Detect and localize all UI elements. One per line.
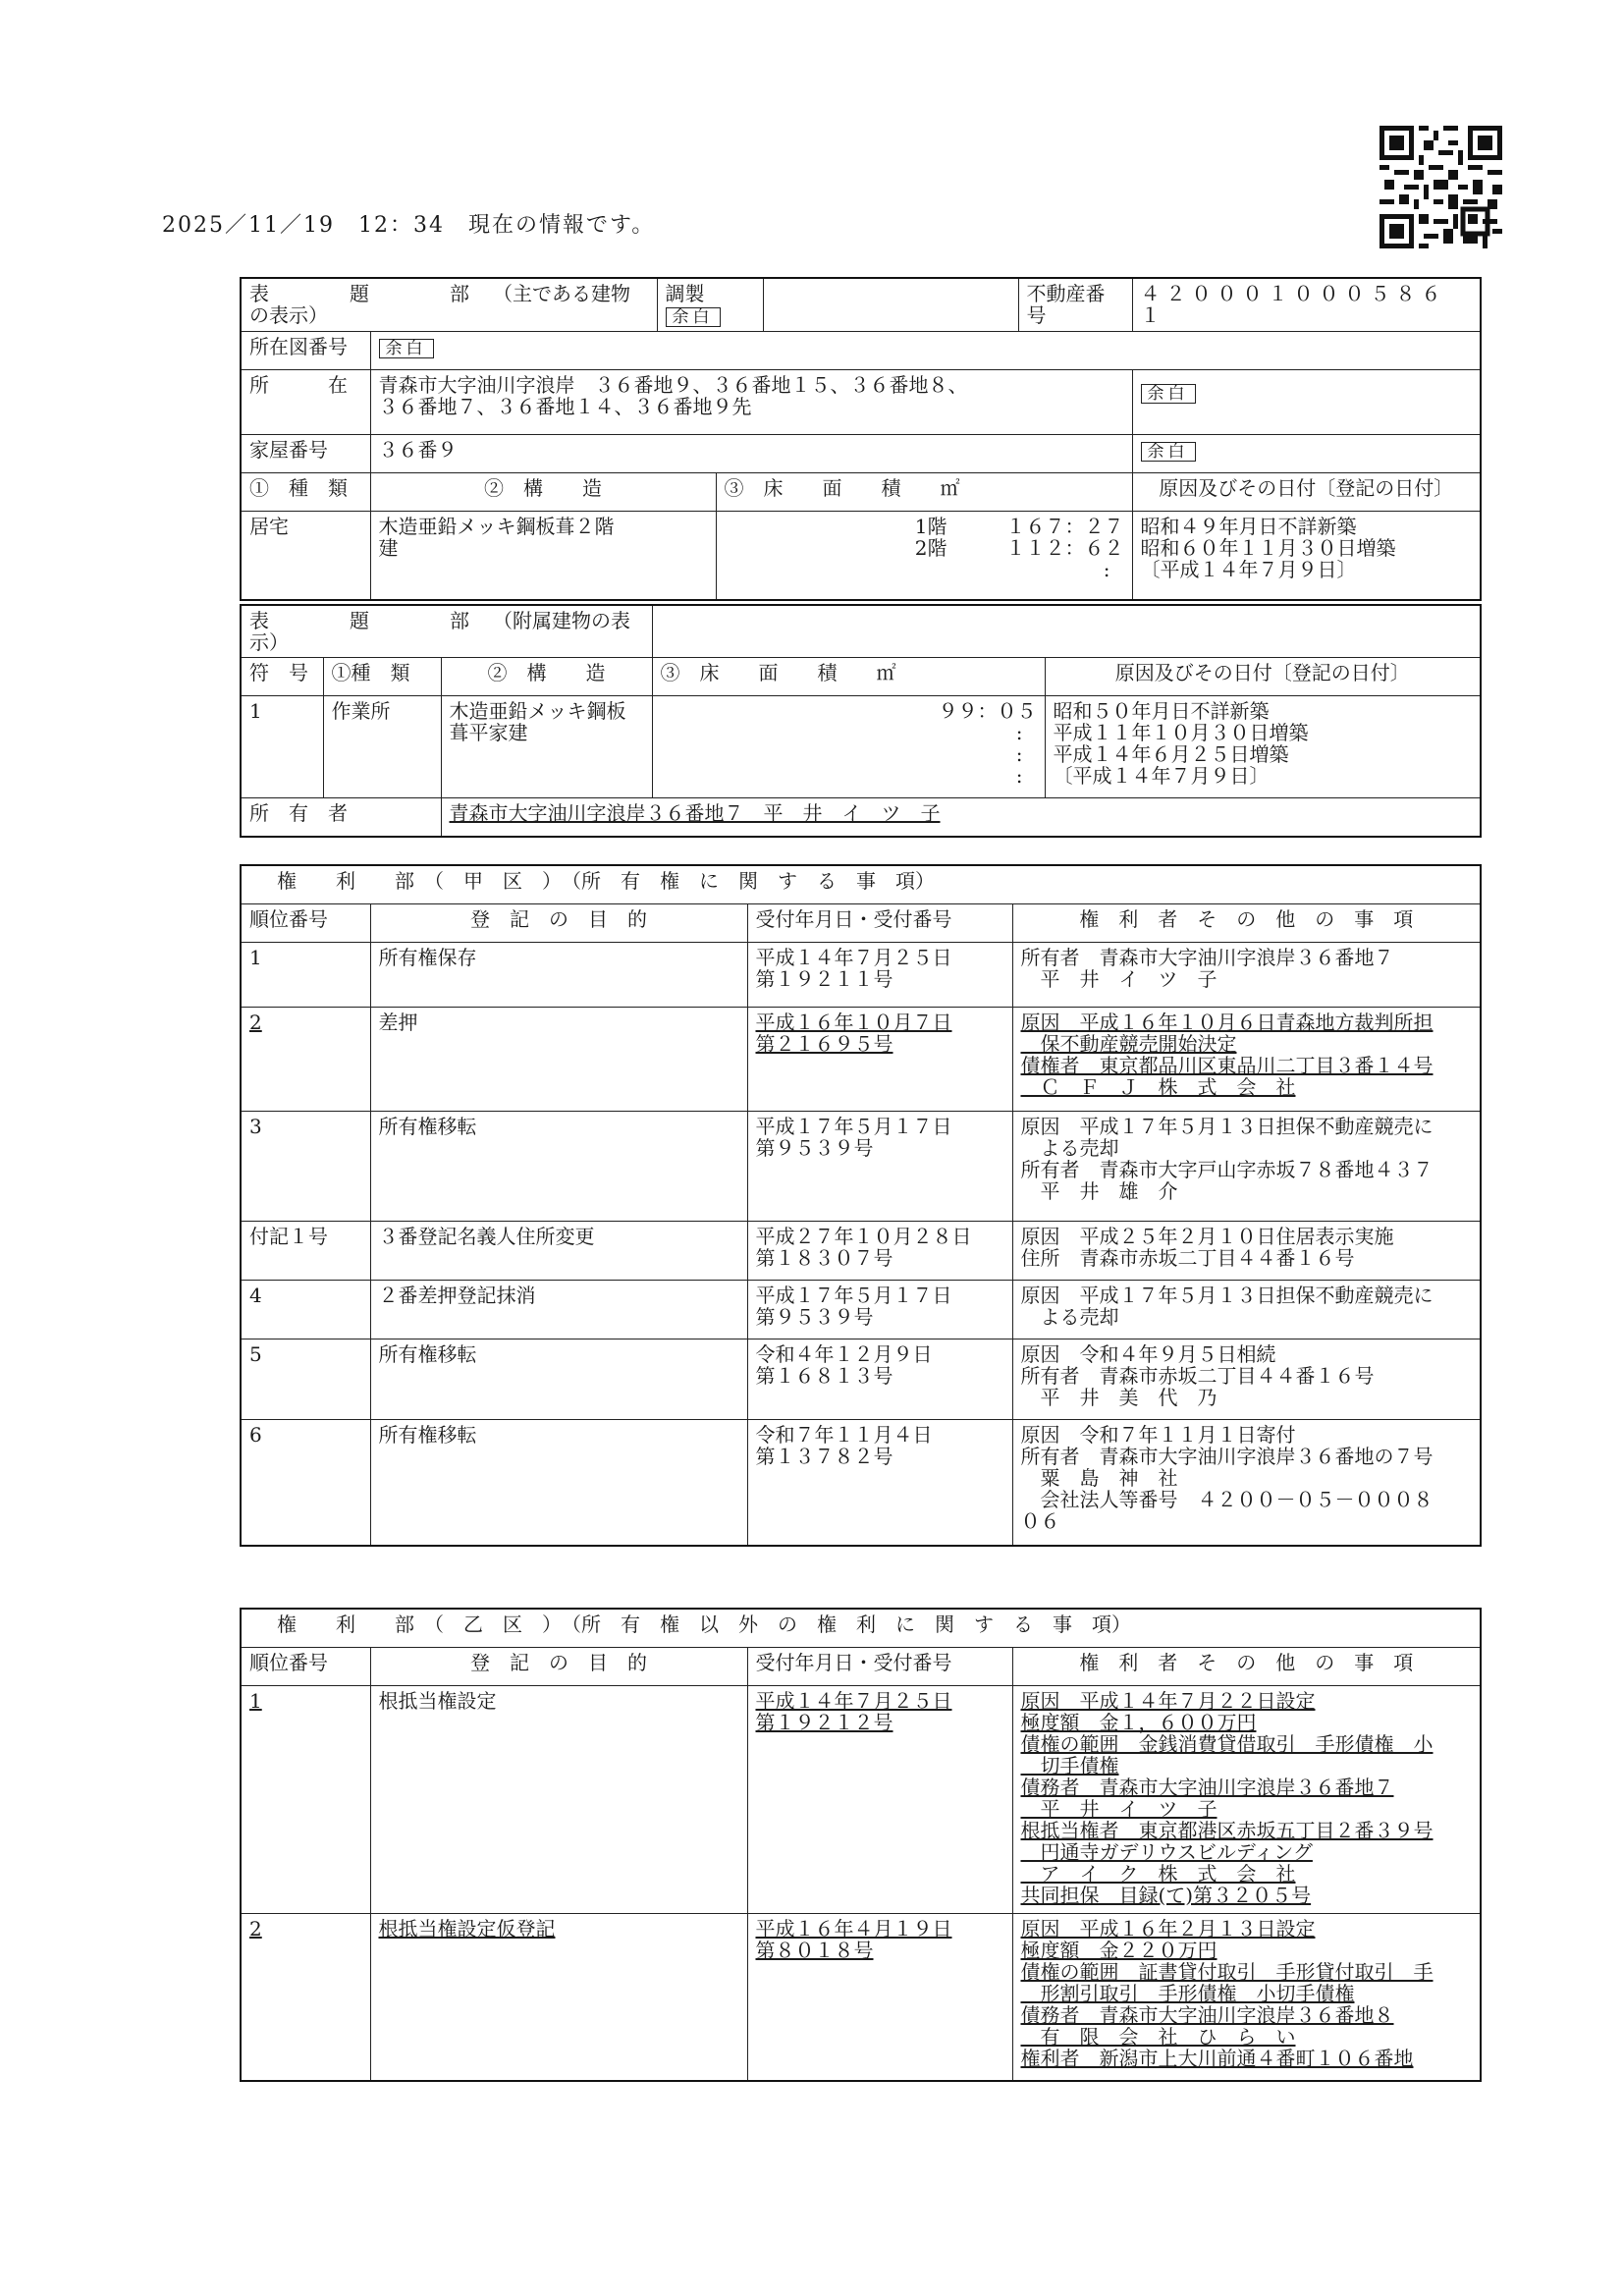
kaoku-label: 家屋番号 (241, 435, 370, 473)
hyodai-title: 表 題 部 (249, 282, 483, 305)
shozaizu-label: 所在図番号 (241, 332, 370, 370)
row-purpose: 所有権保存 (370, 943, 747, 1008)
timestamp: 2025／11／19 12：34 現在の情報です。 (162, 213, 656, 238)
kozo2-line2: 葺平家建 (449, 721, 528, 744)
dot-mark: : (1015, 742, 1023, 766)
row-purpose: ３番登記名義人住所変更 (370, 1222, 747, 1281)
row-date: 平成１７年５月１７日 (755, 1284, 952, 1307)
shozai-line1: 青森市大字油川字浪岸 ３６番地９、３６番地１５、３６番地８、 (378, 373, 968, 397)
col-shurui2: ①種 類 (323, 658, 441, 696)
table-row (241, 1008, 1481, 1112)
row-detail: 権利者 新潟市上大川前通４番町１０６番地 (1020, 2047, 1414, 2070)
genin-line3: 〔平成１４年７月９日〕 (1140, 558, 1357, 581)
row-purpose: 差押 (370, 1008, 747, 1112)
row-purpose: 所有権移転 (370, 1339, 747, 1420)
chosei-value: 余白 (666, 307, 721, 327)
row-num: 第１３７８２号 (755, 1445, 893, 1468)
fudosan-label: 不動産番号 (1018, 278, 1132, 332)
row-detail: 円通寺ガデリウスビルディング (1020, 1840, 1313, 1864)
otsuku-col-date: 受付年月日・受付番号 (747, 1648, 1012, 1686)
row-detail: 平 井 美 代 乃 (1020, 1386, 1217, 1409)
row-purpose: 所有権移転 (370, 1420, 747, 1546)
row-detail: 所有者 青森市大字戸山字赤坂７８番地４３７ (1020, 1158, 1434, 1181)
row-date: 平成１４年７月２５日 (755, 1689, 952, 1713)
kouku-col-detail: 権 利 者 そ の 他 の 事 項 (1012, 904, 1481, 943)
row-num: 第９５３９号 (755, 1136, 874, 1160)
genin2-line3: 平成１４年６月２５日増築 (1053, 742, 1289, 766)
owner-label: 所 有 者 (241, 798, 441, 838)
owner-value: 青森市大字油川字浪岸３６番地７ 平 井 イ ツ 子 (441, 798, 1481, 838)
table-row (241, 1281, 1481, 1339)
row-detail: 原因 平成１４年７月２２日設定 (1020, 1689, 1316, 1713)
row-no: 3 (241, 1112, 370, 1222)
row-detail: 会社法人等番号 ４２００－０５－０００８ (1020, 1488, 1434, 1511)
col-genin: 原因及びその日付〔登記の日付〕 (1132, 473, 1481, 512)
row-num: 第１９２１１号 (755, 967, 893, 991)
dot-mark: : (1015, 764, 1023, 788)
genin2-line1: 昭和５０年月日不詳新築 (1053, 699, 1270, 723)
row-detail: 債権の範囲 金銭消費貸借取引 手形債権 小 (1020, 1732, 1434, 1756)
dot-mark: : (1015, 721, 1023, 744)
row-num: 第２１６９５号 (755, 1032, 893, 1056)
shurui2-value: 作業所 (323, 696, 441, 798)
col-genin2: 原因及びその日付〔登記の日付〕 (1045, 658, 1481, 696)
row-detail: 原因 平成２５年２月１０日住居表示実施 (1020, 1225, 1394, 1248)
row-no: 2 (241, 1914, 370, 2081)
shozai-label: 所 在 (241, 370, 370, 435)
fugo-value: 1 (241, 696, 323, 798)
row-detail: 極度額 金１，６００万円 (1020, 1711, 1257, 1734)
row-detail: よる売却 (1020, 1305, 1119, 1329)
kouku-col-date: 受付年月日・受付番号 (747, 904, 1012, 943)
row-detail: 原因 平成１６年１０月６日青森地方裁判所担 (1020, 1011, 1434, 1034)
row-num: 第１９２１２号 (755, 1711, 893, 1734)
row-detail: 所有者 青森市大字油川字浪岸３６番地７ (1020, 946, 1394, 969)
row-detail: 所有者 青森市大字油川字浪岸３６番地の７号 (1020, 1445, 1434, 1468)
row-detail: 形割引取引 手形債権 小切手債権 (1020, 1982, 1355, 2005)
col-kozo: ② 構 造 (370, 473, 716, 512)
row-detail: 債務者 青森市大字油川字浪岸３６番地７ (1020, 1776, 1394, 1799)
row-detail: 極度額 金２２０万円 (1020, 1939, 1217, 1962)
shurui-value: 居宅 (241, 512, 370, 600)
row-date: 令和４年１２月９日 (755, 1342, 933, 1366)
kozo-line2: 建 (378, 536, 399, 560)
kouku-col-purpose: 登 記 の 目 的 (370, 904, 747, 943)
fuzoku-title: 表 題 部 (249, 609, 483, 632)
row-no: 1 (241, 943, 370, 1008)
fudosan-value: ４２０００１０００５８６１ (1132, 278, 1481, 332)
chosei-label: 調製 (665, 282, 705, 305)
row-detail: 切手債権 (1020, 1754, 1119, 1777)
row-num: 第１６８１３号 (755, 1364, 893, 1388)
row-detail: 債権者 東京都品川区東品川二丁目３番１４号 (1020, 1054, 1434, 1077)
row-detail: 住所 青森市赤坂二丁目４４番１６号 (1020, 1246, 1355, 1270)
col-menseki2: ③ 床 面 積 ㎡ (652, 658, 1045, 696)
row-date: 平成１７年５月１７日 (755, 1115, 952, 1138)
row-detail: 債権の範囲 証書貸付取引 手形貸付取引 手 (1020, 1960, 1434, 1984)
row-no: 1 (241, 1686, 370, 1914)
row-date: 平成２７年１０月２８日 (755, 1225, 972, 1248)
row-date: 令和７年１１月４日 (755, 1423, 933, 1447)
row-no: 6 (241, 1420, 370, 1546)
row-num: 第８０１８号 (755, 1939, 874, 1962)
row-detail: 平 井 雄 介 (1020, 1179, 1178, 1203)
qr-code (1380, 126, 1502, 248)
row-no: 付記１号 (241, 1222, 370, 1281)
otsuku-title: 権 利 部 （ 乙 区 ） （所 有 権 以 外 の 権 利 に 関 す る 事 項） (241, 1609, 1481, 1648)
row-detail: 有 限 会 社 ひ ら い (1020, 2025, 1296, 2049)
otsuku-table (240, 1608, 1482, 2082)
col-kozo2: ② 構 造 (441, 658, 652, 696)
row-date: 平成１６年１０月７日 (755, 1011, 952, 1034)
table-row (241, 1339, 1481, 1420)
row-detail: 平 井 イ ツ 子 (1020, 967, 1217, 991)
table-row (241, 1914, 1481, 2081)
shozai-note: 余白 (1141, 384, 1196, 404)
row-no: 2 (241, 1008, 370, 1112)
row-detail: 保不動産競売開始決定 (1020, 1032, 1237, 1056)
genin-line1: 昭和４９年月日不詳新築 (1140, 515, 1357, 538)
table-row (241, 943, 1481, 1008)
col-fugo: 符 号 (241, 658, 323, 696)
row-detail: Ｃ Ｆ Ｊ 株 式 会 社 (1020, 1075, 1296, 1099)
row-detail: ０６ (1020, 1509, 1060, 1533)
row-detail: 根抵当権者 東京都港区赤坂五丁目２番３９号 (1020, 1819, 1434, 1842)
table-row (241, 1686, 1481, 1914)
col-menseki: ③ 床 面 積 ㎡ (716, 473, 1132, 512)
row-num: 第９５３９号 (755, 1305, 874, 1329)
row-detail: 原因 平成１７年５月１３日担保不動産競売に (1020, 1284, 1434, 1307)
row-purpose: ２番差押登記抹消 (370, 1281, 747, 1339)
row-detail: 粟 島 神 社 (1020, 1466, 1178, 1490)
floor2-area: 2階 １１２：６２ (914, 536, 1124, 560)
row-detail: 原因 令和４年９月５日相続 (1020, 1342, 1276, 1366)
shozaizu-value: 余白 (379, 339, 434, 358)
row-detail: 所有者 青森市赤坂二丁目４４番１６号 (1020, 1364, 1375, 1388)
table-row (241, 1420, 1481, 1546)
row-purpose: 所有権移転 (370, 1112, 747, 1222)
genin2-line2: 平成１１年１０月３０日増築 (1053, 721, 1309, 744)
kouku-table (240, 864, 1482, 1547)
row-detail: ア イ ク 株 式 会 社 (1020, 1862, 1296, 1886)
kouku-col-no: 順位番号 (241, 904, 370, 943)
floor1-area: 1階 １６７：２７ (914, 515, 1124, 538)
row-detail: 原因 平成１７年５月１３日担保不動産競売に (1020, 1115, 1434, 1138)
hyodai-subtitle: （主である建物の表示） (249, 282, 630, 327)
row-purpose: 根抵当権設定仮登記 (370, 1914, 747, 2081)
genin-line2: 昭和６０年１１月３０日増築 (1140, 536, 1396, 560)
row-detail: 原因 平成１６年２月１３日設定 (1020, 1917, 1316, 1941)
otsuku-col-purpose: 登 記 の 目 的 (370, 1648, 747, 1686)
genin2-line4: 〔平成１４年７月９日〕 (1053, 764, 1270, 788)
row-detail: 債務者 青森市大字油川字浪岸３６番地８ (1020, 2003, 1394, 2027)
fuzoku-subtitle: （附属建物の表示） (249, 609, 630, 654)
row-detail: よる売却 (1020, 1136, 1119, 1160)
table-row (241, 1222, 1481, 1281)
otsuku-col-no: 順位番号 (241, 1648, 370, 1686)
kozo2-line1: 木造亜鉛メッキ鋼板 (449, 699, 626, 723)
row-detail: 共同担保 目録(て)第３２０５号 (1020, 1884, 1312, 1907)
kozo-line1: 木造亜鉛メッキ鋼板葺２階 (378, 515, 615, 538)
dot-mark: : (1103, 558, 1110, 581)
table-row (241, 1112, 1481, 1222)
kouku-title: 権 利 部 （ 甲 区 ） （所 有 権 に 関 す る 事 項） (241, 865, 1481, 904)
row-detail: 平 井 イ ツ 子 (1020, 1797, 1217, 1821)
col-shurui: ① 種 類 (241, 473, 370, 512)
kaoku-value: ３６番９ (370, 435, 1132, 473)
row-no: 4 (241, 1281, 370, 1339)
kaoku-note: 余白 (1141, 442, 1196, 462)
fuzoku-table (240, 604, 1482, 838)
row-date: 平成１６年４月１９日 (755, 1917, 952, 1941)
row-date: 平成１４年７月２５日 (755, 946, 952, 969)
row-num: 第１８３０７号 (755, 1246, 893, 1270)
hyodai-table (240, 277, 1482, 601)
row-no: 5 (241, 1339, 370, 1420)
row-detail: 原因 令和７年１１月１日寄付 (1020, 1423, 1296, 1447)
shozai-line2: ３６番地７、３６番地１４、３６番地９先 (378, 395, 752, 418)
row-purpose: 根抵当権設定 (370, 1686, 747, 1914)
otsuku-col-detail: 権 利 者 そ の 他 の 事 項 (1012, 1648, 1481, 1686)
menseki2-value: ９９：０５ (938, 699, 1037, 723)
